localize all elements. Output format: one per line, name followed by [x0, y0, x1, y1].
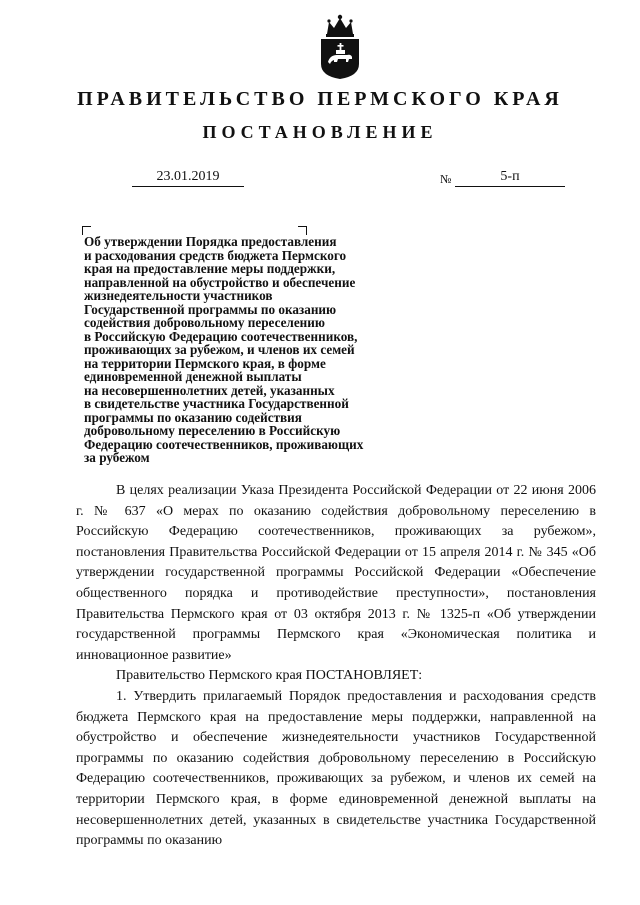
organization-title: ПРАВИТЕЛЬСТВО ПЕРМСКОГО КРАЯ — [77, 88, 563, 110]
preamble-paragraph: В целях реализации Указа Президента Российской Федерации от 22 июня 2006 г. № 637 «О мерах по оказанию содействия добровольному переселению в Российскую Федерацию соотечественников, проживающих за рубежом», постановления Правительства Российской Федерации от 15 апреля 2014 г. № 345 «Об утверждении государственной программы Российской Федерации «Обеспечение общественного порядка и противодействие преступности», постановления Правительства Пермского края от 03 октября 2013 г. № 1325-п «Об утверждении государственной программы Пермского края «Экономическая политика и инновационное развитие» — [76, 483, 596, 663]
document-body — [76, 481, 596, 852]
subject-line: на территории Пермского края, в форме — [84, 355, 326, 371]
item-1-paragraph: 1. Утвердить прилагаемый Порядок предоставления и расходования средств бюджета Пермского края на предоставление меры поддержки, направленной на обустройство и обеспечение жизнедеятельности участников Государственной программы по оказанию содействия добровольному переселению в Российскую Федерацию соотечественников, проживающих за рубежом, и членов их семей на территории Пермского края, в форме единовременной денежной выплаты на несовершеннолетних детей, указанных в свидетельстве участника Государственной программы по оказанию — [76, 688, 596, 849]
document-date: 23.01.2019 — [132, 168, 244, 187]
document-subject — [84, 235, 424, 465]
resolution-paragraph: Правительство Пермского края ПОСТАНОВЛЯЕТ: — [116, 668, 423, 684]
subject-line: за рубежом — [84, 450, 150, 465]
number-sign: № — [440, 172, 452, 186]
subject-line: содействия добровольному переселению — [84, 315, 325, 330]
subject-line: проживающих за рубежом, и членов их семей — [84, 342, 355, 357]
subject-line: Федерацию соотечественников, проживающих — [84, 436, 364, 452]
subject-line: программы по оказанию содействия — [84, 409, 302, 425]
subject-line: в свидетельстве участника Государственной — [84, 396, 349, 411]
subject-line: добровольному переселению в Российскую — [84, 423, 341, 438]
document-type-title: ПОСТАНОВЛЕНИЕ — [202, 122, 438, 142]
document-number: 5-п — [455, 168, 565, 187]
subject-line: Об утверждении Порядка предоставления — [84, 234, 337, 249]
subject-line: Государственной программы по оказанию — [84, 301, 337, 317]
subject-line: края на предоставление меры поддержки, — [84, 261, 336, 276]
subject-line: направленной на обустройство и обеспечение — [84, 274, 356, 290]
subject-line: и расходования средств бюджета Пермского — [84, 247, 347, 263]
subject-line: в Российскую Федерацию соотечественников, — [84, 328, 358, 344]
subject-line: единовременной денежной выплаты — [84, 369, 302, 384]
subject-line: жизнедеятельности участников — [84, 288, 273, 303]
subject-line: на несовершеннолетних детей, указанных — [84, 382, 335, 398]
perm-krai-coat-of-arms-icon — [317, 12, 363, 80]
